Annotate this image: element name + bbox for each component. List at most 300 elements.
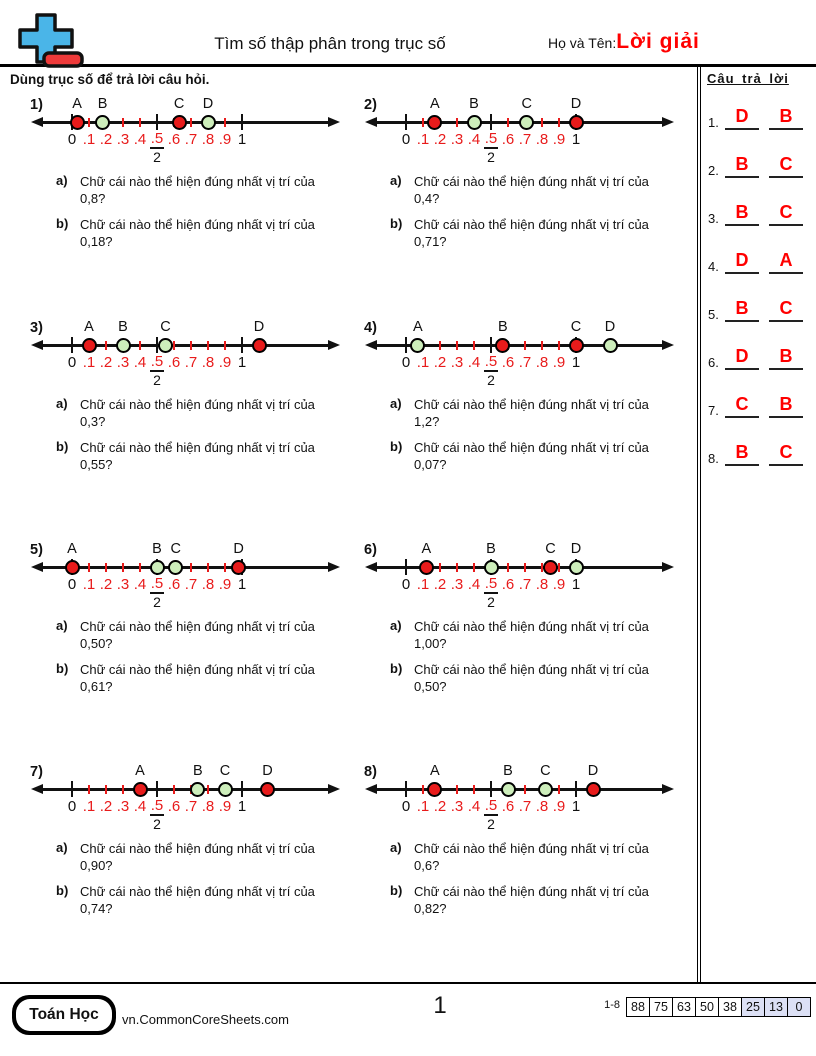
tick-label: 0 <box>401 576 411 593</box>
tick-mark <box>88 118 90 127</box>
tick-label: .3 <box>116 798 130 815</box>
question-b-text: Chữ cái nào thể hiện đúng nhất vị trí của 0,18? <box>80 217 315 249</box>
answer-point-dot <box>95 115 110 130</box>
tick-label: .8 <box>535 576 549 593</box>
tick-label: .8 <box>201 354 215 371</box>
question-b-label: b) <box>56 661 69 676</box>
question-b-text: Chữ cái nào thể hiện đúng nhất vị trí của 0,61? <box>80 662 315 694</box>
distractor-point-dot <box>419 560 434 575</box>
question-b <box>56 883 346 917</box>
tick-label: .7 <box>518 354 532 371</box>
tick-label: 0 <box>67 354 77 371</box>
questions <box>56 840 346 926</box>
right-arrow-icon <box>662 562 674 572</box>
tick-label: .6 <box>167 576 181 593</box>
point-letter: D <box>604 319 616 335</box>
right-arrow-icon <box>662 117 674 127</box>
answer-key-label: Lời giải <box>616 30 700 53</box>
answer-blank-b: C <box>769 199 803 226</box>
tick-mark <box>241 337 243 353</box>
score-cell: 0 <box>787 997 811 1017</box>
right-arrow-icon <box>328 117 340 127</box>
tick-label: 1 <box>237 576 247 593</box>
tick-label: .8 <box>535 354 549 371</box>
tick-label: .8 <box>535 131 549 148</box>
tick-mark <box>224 341 226 350</box>
answer-point-dot <box>569 560 584 575</box>
tick-label: .1 <box>416 798 430 815</box>
score-cell: 63 <box>672 997 696 1017</box>
question-a-label: a) <box>56 173 68 188</box>
answer-blank-b: C <box>769 151 803 178</box>
answer-row <box>701 151 816 183</box>
tick-mark <box>405 781 407 797</box>
tick-label: .1 <box>416 131 430 148</box>
number-line <box>362 95 686 167</box>
answer-number: 5. <box>708 307 719 322</box>
problem-number: 8) <box>364 764 377 780</box>
tick-mark <box>456 341 458 350</box>
tick-label: .9 <box>218 354 232 371</box>
score-cell: 38 <box>718 997 742 1017</box>
tick-mark <box>405 337 407 353</box>
distractor-point-dot <box>543 560 558 575</box>
tick-label: .8 <box>201 131 215 148</box>
left-arrow-icon <box>31 562 43 572</box>
question-b <box>390 439 680 473</box>
tick-mark <box>207 341 209 350</box>
tick-label: 0 <box>67 131 77 148</box>
tick-label: 0 <box>401 798 411 815</box>
answer-point-dot <box>603 338 618 353</box>
tick-label: .2 <box>433 354 447 371</box>
tick-label: 1 <box>571 354 581 371</box>
number-line <box>28 95 352 167</box>
point-letter: C <box>545 541 556 557</box>
tick-mark <box>507 118 509 127</box>
questions <box>390 396 680 482</box>
answer-row <box>701 247 816 279</box>
tick-label: .6 <box>501 354 515 371</box>
question-a-text: Chữ cái nào thể hiện đúng nhất vị trí của 0,50? <box>80 619 315 651</box>
tick-mark <box>558 563 560 572</box>
answer-row <box>701 103 816 135</box>
tick-label: .4 <box>133 354 147 371</box>
answer-point-dot <box>467 115 482 130</box>
distractor-point-dot <box>569 338 584 353</box>
tick-mark <box>422 118 424 127</box>
problem-number: 3) <box>30 320 43 336</box>
score-cell: 88 <box>626 997 650 1017</box>
tick-mark <box>439 341 441 350</box>
point-letter: A <box>430 96 440 112</box>
question-a-text: Chữ cái nào thể hiện đúng nhất vị trí của 0,8? <box>80 174 315 206</box>
question-a <box>390 618 680 652</box>
point-letter: A <box>430 763 440 779</box>
number-line <box>362 762 686 834</box>
point-letter: D <box>587 763 599 779</box>
answer-number: 7. <box>708 403 719 418</box>
tick-mark <box>575 781 577 797</box>
distractor-point-dot <box>172 115 187 130</box>
problem-number: 7) <box>30 764 43 780</box>
answer-blank-b: C <box>769 439 803 466</box>
tick-mark <box>490 114 492 130</box>
tick-mark <box>456 563 458 572</box>
answer-point-dot <box>218 782 233 797</box>
question-a <box>56 840 346 874</box>
problem-number: 1) <box>30 97 43 113</box>
tick-label: .2 <box>433 576 447 593</box>
tick-label: .8 <box>201 576 215 593</box>
question-b <box>56 216 346 250</box>
answer-blank-a: D <box>725 103 759 130</box>
answer-point-dot <box>158 338 173 353</box>
number-line <box>28 540 352 612</box>
left-arrow-icon <box>365 784 377 794</box>
tick-mark <box>541 341 543 350</box>
problem <box>362 95 694 313</box>
right-arrow-icon <box>662 340 674 350</box>
tick-label: .1 <box>82 131 96 148</box>
answer-point-dot <box>501 782 516 797</box>
plus-minus-logo-icon <box>14 12 88 70</box>
tick-label: 0 <box>401 354 411 371</box>
question-a-label: a) <box>56 618 68 633</box>
tick-label: .2 <box>433 798 447 815</box>
questions <box>56 173 346 259</box>
score-range-label: 1-8 <box>604 999 620 1011</box>
questions <box>390 618 680 704</box>
tick-label: .7 <box>184 798 198 815</box>
distractor-point-dot <box>495 338 510 353</box>
tick-label: .7 <box>184 131 198 148</box>
question-a-label: a) <box>390 618 402 633</box>
problem <box>28 540 360 758</box>
tick-mark <box>88 785 90 794</box>
answer-blank-a: B <box>725 295 759 322</box>
tick-label: .4 <box>133 798 147 815</box>
tick-mark <box>524 785 526 794</box>
point-letter: A <box>72 96 82 112</box>
distractor-point-dot <box>252 338 267 353</box>
distractor-point-dot <box>260 782 275 797</box>
point-letter: B <box>192 763 203 779</box>
tick-mark <box>122 785 124 794</box>
tick-label: .2 <box>99 798 113 815</box>
answer-number: 8. <box>708 451 719 466</box>
tick-label: .4 <box>133 576 147 593</box>
tick-mark <box>507 563 509 572</box>
point-letter: D <box>570 96 582 112</box>
answer-point-dot <box>150 560 165 575</box>
tick-label: .7 <box>518 798 532 815</box>
distractor-point-dot <box>427 782 442 797</box>
tick-mark <box>139 341 141 350</box>
question-a <box>390 396 680 430</box>
problem <box>28 762 360 980</box>
tick-label: .3 <box>450 354 464 371</box>
tick-label: 0 <box>401 131 411 148</box>
tick-mark <box>105 563 107 572</box>
tick-label: .2 <box>99 131 113 148</box>
page-number: 1 <box>433 992 447 1019</box>
distractor-point-dot <box>65 560 80 575</box>
question-a-text: Chữ cái nào thể hiện đúng nhất vị trí của 0,3? <box>80 397 315 429</box>
tick-mark <box>122 563 124 572</box>
footer <box>0 982 816 1056</box>
questions <box>56 396 346 482</box>
tick-mark <box>156 114 158 130</box>
tick-mark <box>473 341 475 350</box>
tick-label: 1 <box>571 576 581 593</box>
tick-label: 1 <box>571 798 581 815</box>
tick-label: .9 <box>552 354 566 371</box>
tick-mark <box>224 118 226 127</box>
point-letter: B <box>152 541 162 557</box>
question-a-text: Chữ cái nào thể hiện đúng nhất vị trí của 0,4? <box>414 174 649 206</box>
distractor-point-dot <box>586 782 601 797</box>
answer-point-dot <box>538 782 553 797</box>
question-b <box>56 439 346 473</box>
tick-label: .1 <box>416 576 430 593</box>
tick-label: .3 <box>116 131 130 148</box>
questions <box>56 618 346 704</box>
answer-blank-b: B <box>769 343 803 370</box>
tick-mark <box>139 563 141 572</box>
question-b-text: Chữ cái nào thể hiện đúng nhất vị trí của 0,82? <box>414 884 649 916</box>
point-letter: A <box>135 763 145 779</box>
point-letter: B <box>498 319 508 335</box>
question-b <box>390 216 680 250</box>
answer-point-dot <box>201 115 216 130</box>
question-a-text: Chữ cái nào thể hiện đúng nhất vị trí của 1,00? <box>414 619 649 651</box>
right-arrow-icon <box>662 784 674 794</box>
tick-label: .6 <box>501 576 515 593</box>
answer-row <box>701 199 816 231</box>
tick-label: 1 <box>571 131 581 148</box>
point-letter: B <box>503 763 513 779</box>
answer-point-dot <box>190 782 205 797</box>
tick-mark <box>71 337 73 353</box>
tick-mark <box>524 563 526 572</box>
left-arrow-icon <box>365 340 377 350</box>
tick-mark <box>88 563 90 572</box>
question-a-label: a) <box>390 173 402 188</box>
half-tick-label: .5 2 <box>150 353 164 388</box>
tick-mark <box>156 781 158 797</box>
question-a-text: Chữ cái nào thể hiện đúng nhất vị trí của 0,6? <box>414 841 649 873</box>
question-a-text: Chữ cái nào thể hiện đúng nhất vị trí của 1,2? <box>414 397 649 429</box>
tick-label: .3 <box>450 576 464 593</box>
question-a-text: Chữ cái nào thể hiện đúng nhất vị trí của 0,90? <box>80 841 315 873</box>
number-line-axis <box>42 788 328 791</box>
answer-point-dot <box>519 115 534 130</box>
tick-label: .1 <box>82 354 96 371</box>
left-arrow-icon <box>31 784 43 794</box>
tick-mark <box>71 781 73 797</box>
point-letter: D <box>253 319 265 335</box>
number-line-axis <box>376 788 662 791</box>
question-b-label: b) <box>390 883 403 898</box>
answer-row <box>701 391 816 423</box>
tick-mark <box>241 114 243 130</box>
question-b-text: Chữ cái nào thể hiện đúng nhất vị trí của 0,55? <box>80 440 315 472</box>
question-b <box>390 661 680 695</box>
distractor-point-dot <box>82 338 97 353</box>
question-a-label: a) <box>390 840 402 855</box>
question-b-label: b) <box>56 883 69 898</box>
point-letter: D <box>262 763 273 779</box>
problem <box>362 762 694 980</box>
question-b-label: b) <box>56 439 69 454</box>
tick-label: .9 <box>552 798 566 815</box>
answer-blank-a: B <box>725 151 759 178</box>
problem-number: 6) <box>364 542 377 558</box>
question-a <box>56 396 346 430</box>
score-table <box>604 997 811 1017</box>
tick-label: .8 <box>201 798 215 815</box>
right-arrow-icon <box>328 340 340 350</box>
point-letter: B <box>486 541 496 557</box>
tick-mark <box>173 785 175 794</box>
worksheet-title: Tìm số thập phân trong trục số <box>214 34 446 53</box>
answer-row <box>701 295 816 327</box>
tick-label: .3 <box>450 798 464 815</box>
question-a-label: a) <box>56 840 68 855</box>
point-letter: D <box>202 96 214 112</box>
tick-label: .7 <box>518 576 532 593</box>
tick-mark <box>190 341 192 350</box>
answer-number: 3. <box>708 211 719 226</box>
header <box>0 0 816 67</box>
tick-label: .6 <box>501 798 515 815</box>
answer-blank-b: B <box>769 103 803 130</box>
half-tick-label: .5 2 <box>150 130 164 165</box>
tick-mark <box>190 563 192 572</box>
tick-label: .7 <box>184 354 198 371</box>
tick-label: .6 <box>167 798 181 815</box>
answer-number: 2. <box>708 163 719 178</box>
questions <box>390 173 680 259</box>
toan-hoc-badge <box>12 995 116 1035</box>
tick-mark <box>207 563 209 572</box>
answer-blank-a: B <box>725 439 759 466</box>
tick-label: .9 <box>552 131 566 148</box>
tick-label: .6 <box>501 131 515 148</box>
tick-mark <box>405 114 407 130</box>
point-letter: A <box>413 319 423 335</box>
point-letter: A <box>84 319 94 335</box>
tick-mark <box>190 118 192 127</box>
problem <box>28 318 360 536</box>
question-b-text: Chữ cái nào thể hiện đúng nhất vị trí của 0,07? <box>414 440 649 472</box>
answer-blank-b: A <box>769 247 803 274</box>
point-letter: A <box>421 541 432 557</box>
tick-label: .9 <box>552 576 566 593</box>
point-letter: C <box>219 763 231 779</box>
question-b <box>56 661 346 695</box>
problem-number: 2) <box>364 97 377 113</box>
tick-mark <box>105 341 107 350</box>
tick-mark <box>173 341 175 350</box>
half-tick-label: .5 2 <box>484 575 498 610</box>
question-a <box>390 173 680 207</box>
tick-mark <box>541 118 543 127</box>
tick-label: 1 <box>237 131 247 148</box>
tick-label: .6 <box>167 354 181 371</box>
name-label: Họ và Tên: <box>548 35 617 51</box>
tick-label: .3 <box>116 354 130 371</box>
tick-label: .9 <box>218 798 232 815</box>
tick-mark <box>439 563 441 572</box>
point-letter: B <box>118 319 128 335</box>
half-tick-label: .5 2 <box>150 575 164 610</box>
tick-label: .1 <box>82 798 96 815</box>
tick-label: .6 <box>167 131 181 148</box>
question-b-text: Chữ cái nào thể hiện đúng nhất vị trí của 0,50? <box>414 662 649 694</box>
problem <box>362 318 694 536</box>
tick-label: .7 <box>184 576 198 593</box>
question-a <box>56 618 346 652</box>
instruction-text: Dùng trục số để trả lời câu hỏi. <box>10 72 210 87</box>
answer-row <box>701 439 816 471</box>
tick-label: .9 <box>218 131 232 148</box>
tick-label: .9 <box>218 576 232 593</box>
score-cell: 50 <box>695 997 719 1017</box>
tick-mark <box>105 785 107 794</box>
problem <box>362 540 694 758</box>
tick-mark <box>558 118 560 127</box>
number-line <box>362 318 686 390</box>
question-b-label: b) <box>390 216 403 231</box>
tick-label: .4 <box>467 798 481 815</box>
question-b-label: b) <box>56 216 69 231</box>
number-line-axis <box>42 566 328 569</box>
left-arrow-icon <box>31 340 43 350</box>
left-arrow-icon <box>365 117 377 127</box>
answers-panel-title: Câu trả lời <box>707 71 789 86</box>
point-letter: C <box>173 96 185 112</box>
answer-blank-a: D <box>725 247 759 274</box>
right-arrow-icon <box>328 784 340 794</box>
point-letter: D <box>570 541 582 557</box>
tick-label: .4 <box>467 576 481 593</box>
answer-blank-b: B <box>769 391 803 418</box>
question-b-text: Chữ cái nào thể hiện đúng nhất vị trí của 0,74? <box>80 884 315 916</box>
tick-mark <box>524 341 526 350</box>
tick-mark <box>558 341 560 350</box>
answer-blank-a: B <box>725 199 759 226</box>
half-tick-label: .5 2 <box>484 130 498 165</box>
distractor-point-dot <box>231 560 246 575</box>
point-letter: B <box>469 96 479 112</box>
tick-label: .4 <box>467 354 481 371</box>
question-b-label: b) <box>390 661 403 676</box>
question-a <box>56 173 346 207</box>
question-b-label: b) <box>390 439 403 454</box>
site-url: vn.CommonCoreSheets.com <box>122 1012 289 1027</box>
answer-blank-a: C <box>725 391 759 418</box>
half-tick-label: .5 2 <box>484 353 498 388</box>
score-cell: 75 <box>649 997 673 1017</box>
tick-label: 1 <box>237 798 247 815</box>
left-arrow-icon <box>365 562 377 572</box>
answer-number: 1. <box>708 115 719 130</box>
question-b-text: Chữ cái nào thể hiện đúng nhất vị trí của 0,71? <box>414 217 649 249</box>
point-letter: C <box>540 763 551 779</box>
number-line <box>28 762 352 834</box>
